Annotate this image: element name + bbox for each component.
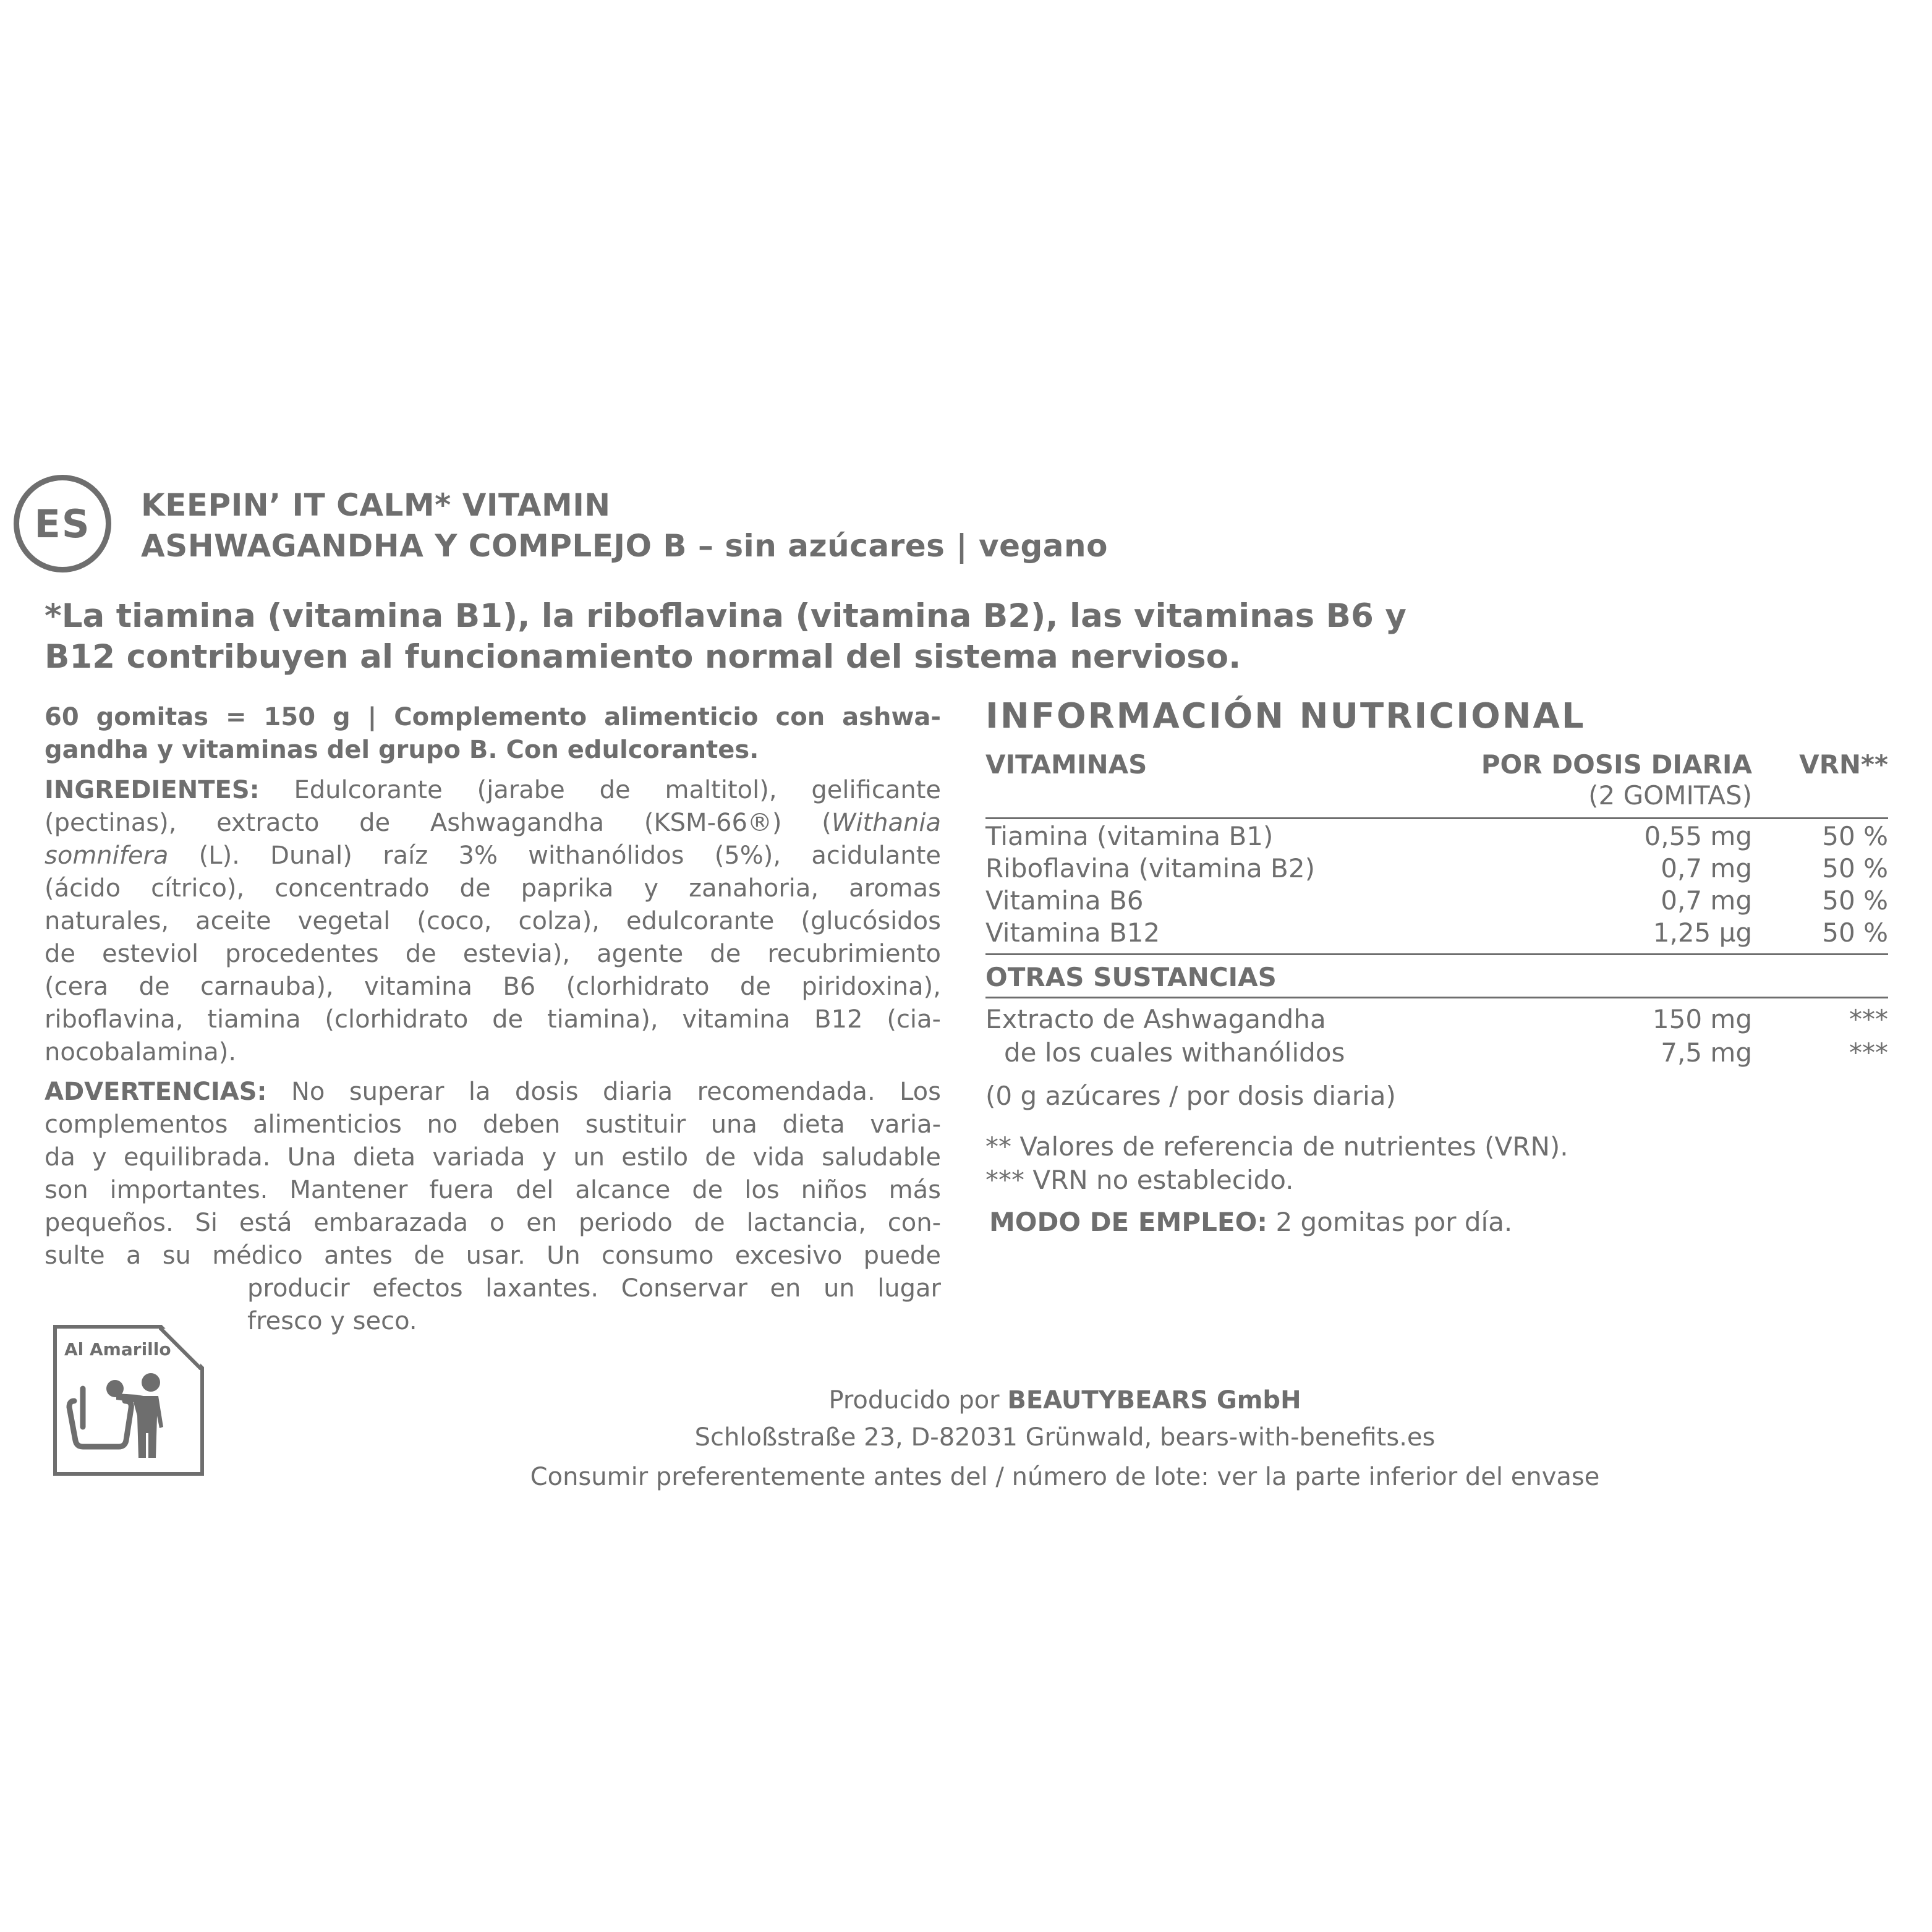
producer-line	[99, 1386, 1932, 1415]
substance-dose: 7,5 mg	[1661, 1037, 1752, 1068]
nutrient-name: Vitamina B12	[985, 917, 1160, 948]
warnings-text: pequeños. Si está embarazada o en periodo de lactancia, con-	[45, 1209, 941, 1237]
latin-name: somnifera	[45, 841, 169, 870]
nutrient-vrn: 50 %	[1822, 853, 1888, 883]
warnings-text: fresco y seco.	[247, 1307, 417, 1335]
usage-label: MODO DE EMPLEO:	[989, 1207, 1268, 1237]
health-claim-line1: *La tiamina (vitamina B1), la riboflavina (vitamina B2), las vitaminas B6 y	[45, 597, 1406, 635]
other-substances-header: OTRAS SUSTANCIAS	[985, 962, 1277, 992]
ingredients-text: Edulcorante (jarabe de maltitol), gelificante	[259, 776, 941, 804]
table-row	[985, 917, 1888, 950]
nutrient-dose: 0,7 mg	[1661, 885, 1752, 916]
table-rule	[985, 953, 1888, 955]
nutrient-vrn: 50 %	[1822, 821, 1888, 851]
health-claim-line2: B12 contribuyen al funcionamiento normal del sistema nervioso.	[45, 638, 1241, 676]
summary-line: gandha y vitaminas del grupo B. Con edulcorantes.	[45, 736, 759, 764]
warnings-text: son importantes. Mantener fuera del alcance de los niños más	[45, 1176, 941, 1204]
warnings-section	[45, 1076, 941, 1338]
table-row	[985, 1004, 1888, 1037]
ingredients-text: (pectinas), extracto de Ashwagandha (KSM-66®) (	[45, 809, 832, 837]
ingredients-text: (ácido cítrico), concentrado de paprika y zanahoria, aromas	[45, 874, 941, 903]
ingredients-text: riboflavina, tiamina (clorhidrato de tiamina), vitamina B12 (cia-	[45, 1005, 941, 1034]
col-dose-header: POR DOSIS DIARIA	[1481, 749, 1752, 780]
table-rule	[985, 817, 1888, 819]
substance-vrn: ***	[1849, 1004, 1888, 1034]
ingredients-text: (L). Dunal) raíz 3% withanólidos (5%), acidulante	[168, 841, 941, 870]
recycling-label: Al Amarillo	[64, 1339, 171, 1360]
table-rule	[985, 997, 1888, 998]
ingredients-label: INGREDIENTES:	[45, 776, 260, 804]
warnings-text: da y equilibrada. Una dieta variada y un estilo de vida saludable	[45, 1143, 941, 1172]
warnings-text: sulte a su médico antes de usar. Un consumo excesivo puede	[45, 1241, 941, 1270]
nutrient-name: Tiamina (vitamina B1)	[985, 821, 1274, 851]
producer-name: BEAUTYBEARS GmbH	[1007, 1386, 1301, 1415]
producer-address: Schloßstraße 23, D-82031 Grünwald, bears-with-benefits.es	[694, 1423, 1436, 1452]
vegan-label: vegano	[979, 528, 1108, 564]
producer-prefix: Producido por	[828, 1386, 1008, 1415]
col-vrn-header: VRN**	[1799, 749, 1888, 780]
nutrient-vrn: 50 %	[1822, 917, 1888, 948]
summary-line: 60 gomitas = 150 g | Complemento alimenticio con ashwa-	[45, 703, 941, 731]
table-row	[985, 1037, 1888, 1071]
sugar-note: (0 g azúcares / por dosis diaria)	[985, 1081, 1396, 1111]
nutrient-name: Vitamina B6	[985, 885, 1144, 916]
ingredients-text: naturales, aceite vegetal (coco, colza), edulcorante (glucósidos	[45, 907, 941, 935]
table-row	[985, 821, 1888, 853]
ingredients-text: (cera de carnauba), vitamina B6 (clorhidrato de piridoxina),	[45, 972, 941, 1001]
product-title-line2	[141, 526, 1108, 566]
substance-dose: 150 mg	[1652, 1004, 1752, 1034]
substance-vrn: ***	[1849, 1037, 1888, 1068]
substance-name: Extracto de Ashwagandha	[985, 1004, 1326, 1034]
nutrient-dose: 1,25 µg	[1653, 917, 1752, 948]
nutrient-name: Riboflavina (vitamina B2)	[985, 853, 1315, 883]
other-substances-table	[985, 1004, 1888, 1071]
vrn-footnote: ** Valores de referencia de nutrientes (VRN).	[985, 1131, 1568, 1162]
warnings-label: ADVERTENCIAS:	[45, 1078, 267, 1106]
best-before-note: Consumir preferentemente antes del / número de lote: ver la parte inferior del envase	[530, 1463, 1600, 1491]
nutrient-vrn: 50 %	[1822, 885, 1888, 916]
warnings-text: complementos alimenticios no deben sustituir una dieta varia-	[45, 1110, 941, 1139]
col-vitamins-header: VITAMINAS	[985, 749, 1147, 780]
ingredients-section	[45, 774, 941, 1069]
latin-name: Withania	[831, 809, 941, 837]
nutrient-dose: 0,7 mg	[1661, 853, 1752, 883]
nutrition-title: INFORMACIÓN NUTRICIONAL	[985, 696, 1586, 736]
table-row	[985, 885, 1888, 917]
ingredients-text: nocobalamina).	[45, 1038, 237, 1066]
product-summary	[45, 701, 941, 767]
usage-instructions	[989, 1207, 1512, 1237]
nutrient-dose: 0,55 mg	[1644, 821, 1752, 851]
substance-name: de los cuales withanólidos	[1004, 1037, 1345, 1068]
usage-text: 2 gomitas por día.	[1267, 1207, 1513, 1237]
product-subtitle: ASHWAGANDHA Y COMPLEJO B – sin azúcares	[141, 528, 945, 564]
title-separator: |	[945, 528, 979, 564]
vitamins-table	[985, 821, 1888, 950]
language-badge: ES	[14, 475, 111, 572]
warnings-text: producir efectos laxantes. Conservar en un lugar	[247, 1274, 941, 1303]
product-title-line1: KEEPIN’ IT CALM* VITAMIN	[141, 487, 611, 523]
ingredients-text: de esteviol procedentes de estevia), agente de recubrimiento	[45, 940, 941, 968]
warnings-text: No superar la dosis diaria recomendada. Los	[266, 1078, 941, 1106]
col-dose-subheader: (2 GOMITAS)	[1588, 780, 1752, 811]
table-row	[985, 853, 1888, 885]
no-vrn-footnote: *** VRN no establecido.	[985, 1165, 1294, 1195]
